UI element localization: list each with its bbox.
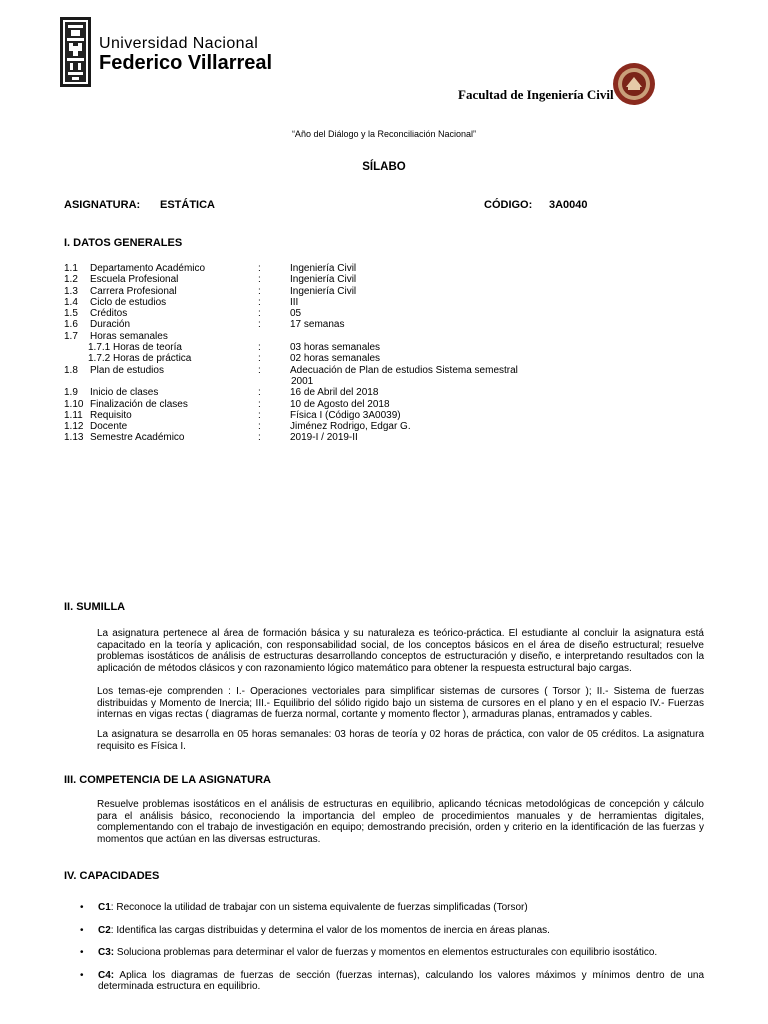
row-label: Horas semanales <box>90 330 168 342</box>
row-colon: : <box>258 387 261 399</box>
general-data-row <box>64 387 584 398</box>
row-number: 1.8 <box>64 364 78 376</box>
row-number: 1.4 <box>64 296 78 308</box>
row-colon: : <box>258 421 261 433</box>
general-data-row <box>64 308 584 319</box>
general-data-row <box>64 421 584 432</box>
code-value: 3A0040 <box>549 199 588 211</box>
faculty-seal-icon <box>612 62 656 106</box>
row-value: Ingeniería Civil <box>290 285 357 297</box>
row-colon: : <box>258 263 261 274</box>
row-colon: : <box>258 342 261 354</box>
row-number: 1.2 <box>64 274 78 286</box>
capacidades-list <box>80 902 704 1004</box>
general-data-continuation: 2001 <box>291 375 314 387</box>
row-label: Escuela Profesional <box>90 274 179 286</box>
list-item <box>80 970 704 993</box>
general-data-row <box>64 286 584 297</box>
row-value <box>290 331 584 342</box>
capacity-code: C2 <box>98 924 111 936</box>
general-data-row <box>64 399 584 410</box>
row-label: Requisito <box>90 409 132 421</box>
row-value: Jiménez Rodrigo, Edgar G. <box>290 421 411 433</box>
bullet-icon: • <box>80 969 84 981</box>
sumilla-paragraph: Los temas-eje comprenden : I.- Operaciones vectoriales para simplificar sistemas de cursores ( Torsor ); II.- Sistema de fuerzas distribuidas y Momento de Inercia; III.- Equilibrio del sólido rigido bajo un sistema de cursores en el plano y en el espacio IV.- Fuerzas internas en vigas rectas ( diagramas de fuerza normal, cortante y momento flector ), armaduras planas, entramados y cables. <box>97 686 704 721</box>
row-number: 1.6 <box>64 319 78 331</box>
university-name-line2: Federico Villarreal <box>99 52 273 74</box>
general-data-subrow <box>64 342 584 353</box>
row-value: 16 de Abril del 2018 <box>290 387 379 399</box>
competencia-paragraph: Resuelve problemas isostáticos en el análisis de estructuras en equilibrio, aplicando técnicas metodológicas de concepción y cálculo para el análisis básico, reconociendo la importancia del empleo de procedimientos manuales y de herramientas digitales, complementando con el trabajo de investigación en equipo; demostrando precisión, orden y criterio en la identificación de las fuerzas y momentos que actúan en las diversas estructuras. <box>97 799 704 845</box>
row-number: 1.5 <box>64 308 78 320</box>
row-colon: : <box>258 274 261 286</box>
row-colon <box>258 331 290 342</box>
row-value: Ingeniería Civil <box>290 263 357 274</box>
row-colon: : <box>258 409 261 421</box>
row-value: 17 semanas <box>290 319 345 331</box>
list-item <box>80 947 704 959</box>
capacity-code: C1 <box>98 902 111 913</box>
row-label: Carrera Profesional <box>90 285 177 297</box>
row-value: Adecuación de Plan de estudios Sistema semestral <box>290 364 518 376</box>
list-item <box>80 925 704 937</box>
row-number: 1.7.2 <box>88 353 111 365</box>
general-data-row <box>64 297 584 308</box>
row-number: 1.7 <box>64 330 78 342</box>
row-label: Semestre Académico <box>90 432 185 444</box>
row-label: Duración <box>90 319 131 331</box>
row-colon: : <box>258 398 261 410</box>
subject-label: ASIGNATURA: <box>64 199 141 211</box>
row-label: Finalización de clases <box>90 398 188 410</box>
general-data-row <box>64 263 584 274</box>
university-name-line1: Universidad Nacional <box>99 35 259 52</box>
document-title: SÍLABO <box>362 161 406 173</box>
sumilla-paragraph: La asignatura pertenece al área de formación básica y su naturaleza es teórico-práctica. El estudiante al concluir la asignatura está capacitado en la teoría y aplicación, con responsabilidad social, de los conceptos básicos en el área de diseño estructural; resuelve problemas isostáticos de análisis de estructuras desarrollando conceptos de estructuración y diseño, e interpretando resultados con la aplicación de métodos clásicos y con razonamiento lógico matemático para obtener la respuesta estructural bajo cargas. <box>97 628 704 674</box>
row-label: Ciclo de estudios <box>90 296 167 308</box>
row-colon: : <box>258 353 261 365</box>
general-data-row <box>64 319 584 330</box>
row-value: 05 <box>290 308 302 320</box>
general-data-row <box>64 365 584 376</box>
row-value: 03 horas semanales <box>290 342 381 354</box>
capacity-text: : Reconoce la utilidad de trabajar con un sistema equivalente de fuerzas simplificadas (Torsor) <box>110 902 528 913</box>
general-data-list <box>64 263 584 444</box>
university-crest-icon <box>60 17 91 87</box>
section-heading-capacidades: IV. CAPACIDADES <box>64 870 160 882</box>
capacity-text: Soluciona problemas para determinar el valor de fuerzas y momentos en elementos estructurales con equilibrio isostático. <box>114 947 658 959</box>
row-value: Ingeniería Civil <box>290 274 357 286</box>
general-data-row <box>64 274 584 285</box>
row-value: 10 de Agosto del 2018 <box>290 398 390 410</box>
bullet-icon: • <box>80 902 84 913</box>
row-label: Plan de estudios <box>90 364 164 376</box>
section-heading-general: I. DATOS GENERALES <box>64 237 183 249</box>
row-number: 1.3 <box>64 285 78 297</box>
general-data-row <box>64 331 584 342</box>
general-data-subrow <box>64 353 584 364</box>
row-label: Departamento Académico <box>90 263 206 274</box>
capacity-code: C4: <box>98 969 115 981</box>
capacity-text: : Identifica las cargas distribuidas y determina el valor de los momentos de inercia en áreas planas. <box>110 924 550 936</box>
code-label: CÓDIGO: <box>484 199 533 211</box>
list-item <box>80 902 704 914</box>
row-value: 02 horas semanales <box>290 353 381 365</box>
sumilla-paragraph: La asignatura se desarrolla en 05 horas semanales: 03 horas de teoría y 02 horas de práctica, con valor de 05 créditos. La asignatura requisito es Física I. <box>97 729 704 752</box>
bullet-icon: • <box>80 947 84 959</box>
row-colon: : <box>258 296 261 308</box>
row-colon: : <box>258 432 261 444</box>
row-value: Física I (Código 3A0039) <box>290 409 401 421</box>
row-number: 1.11 <box>64 409 83 421</box>
general-data-row <box>64 432 584 443</box>
faculty-name: Facultad de Ingeniería Civil <box>458 87 614 102</box>
row-label: Inicio de clases <box>90 387 159 399</box>
row-colon: : <box>258 364 261 376</box>
subject-value: ESTÁTICA <box>160 199 215 211</box>
row-number: 1.10 <box>64 398 84 410</box>
section-heading-competencia: III. COMPETENCIA DE LA ASIGNATURA <box>64 774 271 786</box>
row-colon: : <box>258 285 261 297</box>
bullet-icon: • <box>80 924 84 936</box>
row-label: Créditos <box>90 308 128 320</box>
university-logo <box>60 17 273 87</box>
row-value: 2019-I / 2019-II <box>290 432 358 444</box>
row-number: 1.1 <box>64 263 78 274</box>
capacity-code: C3: <box>98 947 115 959</box>
row-number: 1.13 <box>64 432 84 444</box>
row-colon: : <box>258 308 261 320</box>
general-data-row <box>64 410 584 421</box>
row-label: Horas de práctica <box>113 353 192 365</box>
row-label: Horas de teoría <box>113 342 182 354</box>
row-colon: : <box>258 319 261 331</box>
row-number: 1.12 <box>64 421 84 433</box>
row-number: 1.7.1 <box>88 342 111 354</box>
section-heading-sumilla: II. SUMILLA <box>64 601 126 613</box>
row-number: 1.9 <box>64 387 78 399</box>
capacity-text: Aplica los diagramas de fuerzas de sección (fuerzas internas), calculando los valores máximos y mínimos dentro de una determinada estructura en equilibrio. <box>98 969 704 993</box>
row-label: Docente <box>90 421 128 433</box>
motto: “Año del Diálogo y la Reconciliación Nacional” <box>291 129 477 139</box>
row-value: III <box>290 296 299 308</box>
